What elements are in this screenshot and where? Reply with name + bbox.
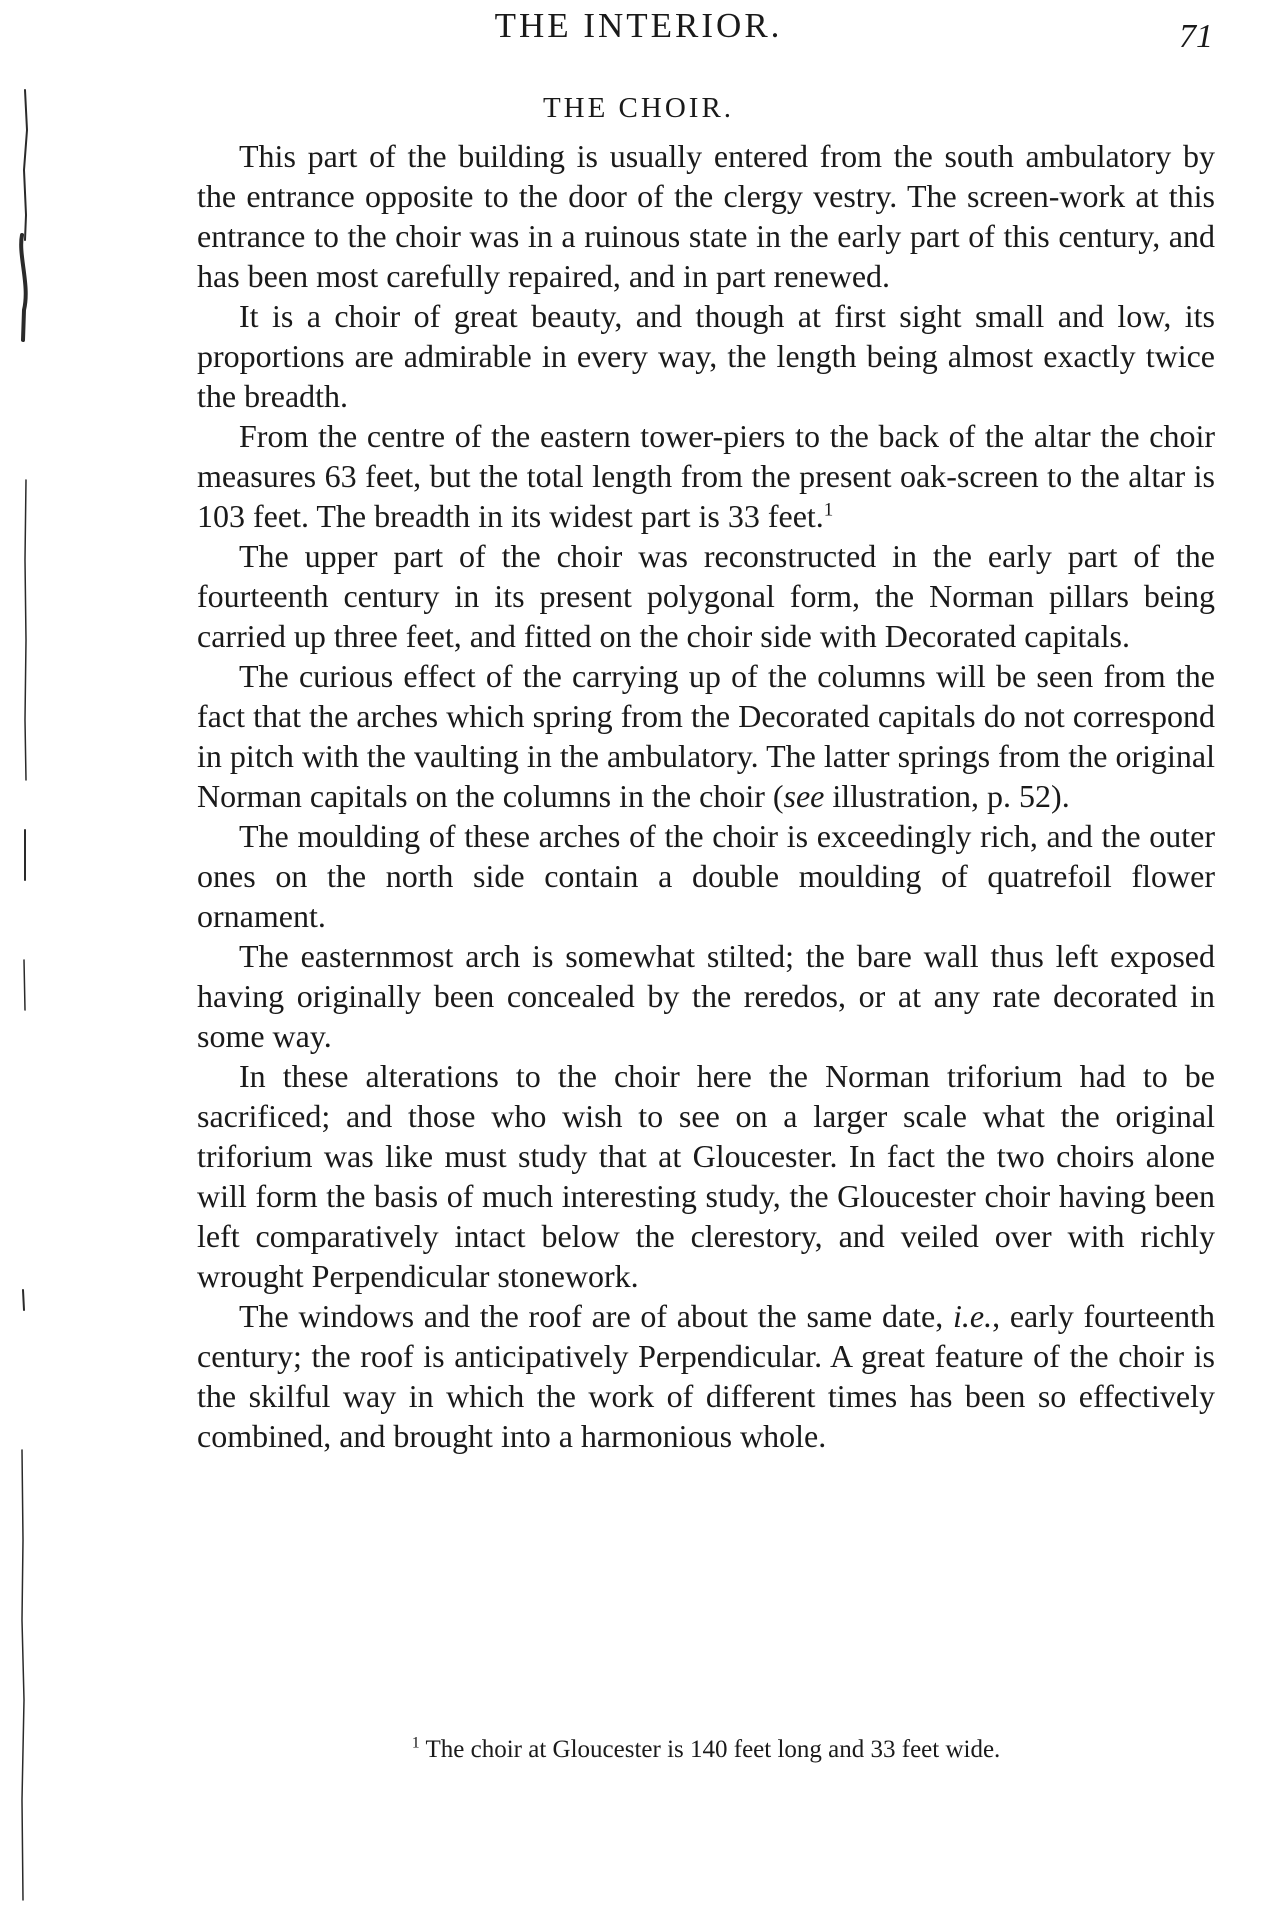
paragraph: From the centre of the eastern tower-piers to the back of the altar the choir measures 63 feet, but the total length from the present oak-screen to the altar is 103 feet. The breadth in its widest part is 33 feet.$^1$ — [197, 418, 1215, 534]
section-title: THE CHOIR. — [542, 92, 735, 124]
footnote-text: The choir at Gloucester is 140 feet long and 33 feet wide. — [425, 1736, 1001, 1763]
paragraph: The windows and the roof are of about the same date, i.e., early fourteenth century; the roof is anticipatively Perpendicular. A great feature of the choir is the skilful way in which the work of different times has been so effectively combined, and brought into a harmonious whole. — [197, 1298, 1216, 1454]
body-text — [197, 136, 1215, 1456]
running-title: THE INTERIOR. — [494, 6, 783, 45]
paragraph: In these alterations to the choir here the Norman triforium had to be sacrificed; and those who wish to see on a larger scale what the original triforium was like must study that at Gloucester. In fact the two choirs alone will form the basis of much interesting study, the Gloucester choir having been left comparatively intact below the clerestory, and veiled over with richly wrought Perpendicular stonework. — [197, 1058, 1215, 1294]
paragraph: It is a choir of great beauty, and though at first sight small and low, its proportions are admirable in every way, the length being almost exactly twice the breadth. — [197, 298, 1215, 414]
footnote — [197, 1736, 1215, 1764]
paragraph: The easternmost arch is somewhat stilted; the bare wall thus left exposed having originally been concealed by the reredos, or at any rate decorated in some way. — [197, 938, 1215, 1054]
running-head — [0, 6, 1277, 56]
footnote-reference: 1 — [823, 499, 834, 521]
paragraph: The moulding of these arches of the choir is exceedingly rich, and the outer ones on the north side contain a double moulding of quatrefoil flower ornament. — [197, 818, 1215, 934]
footnote-mark: 1 — [411, 1734, 420, 1752]
paragraph: The upper part of the choir was reconstructed in the early part of the fourteenth century in its present polygonal form, the Norman pillars being carried up three feet, and fitted on the choir side with Decorated capitals. — [197, 538, 1215, 654]
paragraph: This part of the building is usually entered from the south ambulatory by the entrance opposite to the door of the clergy vestry. The screen-work at this entrance to the choir was in a ruinous state in the early part of this century, and has been most carefully repaired, and in part renewed. — [197, 138, 1215, 294]
scan-margin-marks — [0, 0, 60, 1928]
page-number: 71 — [1179, 18, 1213, 55]
paragraph: The curious effect of the carrying up of the columns will be seen from the fact that the arches which spring from the Decorated capitals do not correspond in pitch with the vaulting in the ambulatory. The latter springs from the original Norman capitals on the columns in the choir (see illustration, p. 52). — [197, 658, 1215, 814]
